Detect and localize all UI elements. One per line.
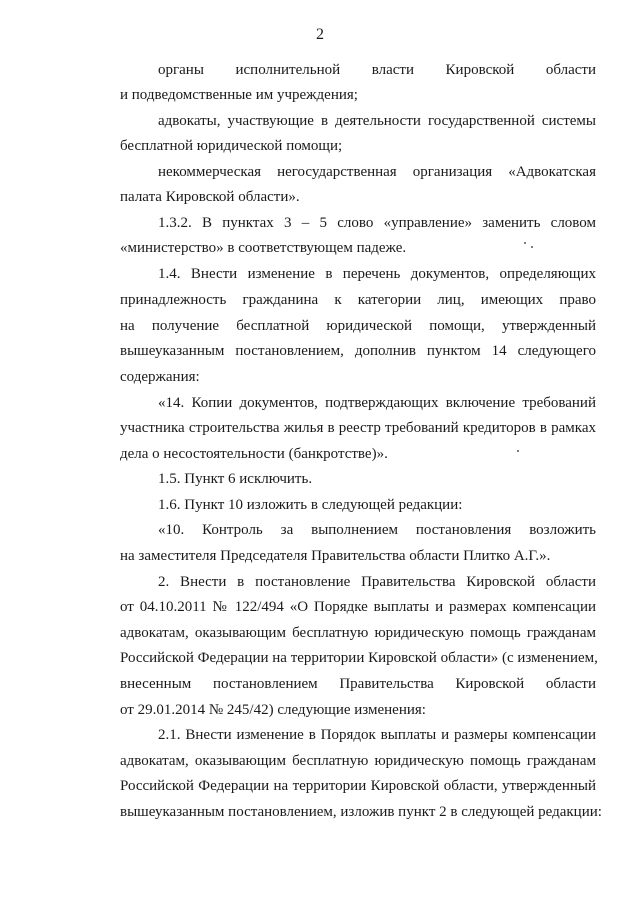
text-line: 1.3.2. В пунктах 3 – 5 слово «управление» заменить словом: [158, 215, 596, 231]
scan-speck: [524, 242, 526, 244]
text-line: «14. Копии документов, подтверждающих включение требований: [158, 395, 596, 411]
text-line: и подведомственные им учреждения;: [120, 87, 358, 103]
text-line: внесенным постановлением Правительства Кировской области: [120, 676, 596, 692]
scan-speck: [517, 450, 519, 452]
text-line: органы исполнительной власти Кировской области: [158, 62, 596, 78]
text-line: адвокаты, участвующие в деятельности государственной системы: [158, 113, 596, 129]
text-line: вышеуказанным постановлением, дополнив пунктом 14 следующего: [120, 343, 596, 359]
text-line: Российской Федерации на территории Кировской области, утвержденный: [120, 778, 596, 794]
text-line: «министерство» в соответствующем падеже.: [120, 240, 407, 256]
text-line: бесплатной юридической помощи;: [120, 138, 343, 154]
text-line: некоммерческая негосударственная организация «Адвокатская: [158, 164, 596, 180]
text-line: участника строительства жилья в реестр требований кредиторов в рамках: [120, 420, 596, 436]
text-line: Российской Федерации на территории Кировской области» (с изменением,: [120, 650, 598, 666]
text-line: «10. Контроль за выполнением постановления возложить: [158, 522, 596, 538]
text-line: 2. Внести в постановление Правительства Кировской области: [158, 574, 596, 590]
text-line: 1.4. Внести изменение в перечень документов, определяющих: [158, 266, 596, 282]
text-line: адвокатам, оказывающим бесплатную юридическую помощь гражданам: [120, 753, 596, 769]
text-line: содержания:: [120, 369, 200, 385]
page-number: 2: [316, 26, 324, 43]
text-line: принадлежность гражданина к категории лиц, имеющих право: [120, 292, 596, 308]
text-line: 1.6. Пункт 10 изложить в следующей редакции:: [158, 497, 463, 513]
text-line: 2.1. Внести изменение в Порядок выплаты и размеры компенсации: [158, 727, 596, 743]
text-line: от 29.01.2014 № 245/42) следующие изменения:: [120, 702, 426, 718]
text-line: на получение бесплатной юридической помощи, утвержденный: [120, 318, 596, 334]
text-line: адвокатам, оказывающим бесплатную юридическую помощь гражданам: [120, 625, 596, 641]
text-line: дела о несостоятельности (банкротстве)».: [120, 446, 388, 462]
text-line: палата Кировской области».: [120, 189, 300, 205]
text-line: на заместителя Председателя Правительства области Плитко А.Г.».: [120, 548, 551, 564]
text-line: от 04.10.2011 № 122/494 «О Порядке выплаты и размерах компенсации: [120, 599, 596, 615]
scan-speck: [531, 246, 533, 248]
text-line: вышеуказанным постановлением, изложив пункт 2 в следующей редакции:: [120, 804, 602, 820]
text-line: 1.5. Пункт 6 исключить.: [158, 471, 313, 487]
